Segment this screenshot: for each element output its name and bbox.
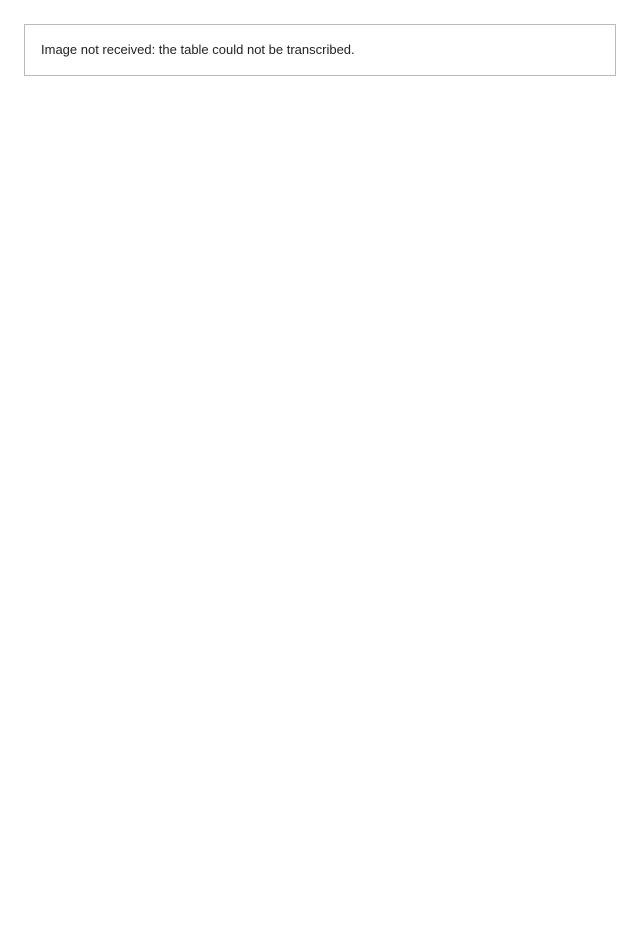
- page: [0, 24, 640, 76]
- notice: Image not received: the table could not be transcribed.: [24, 24, 616, 76]
